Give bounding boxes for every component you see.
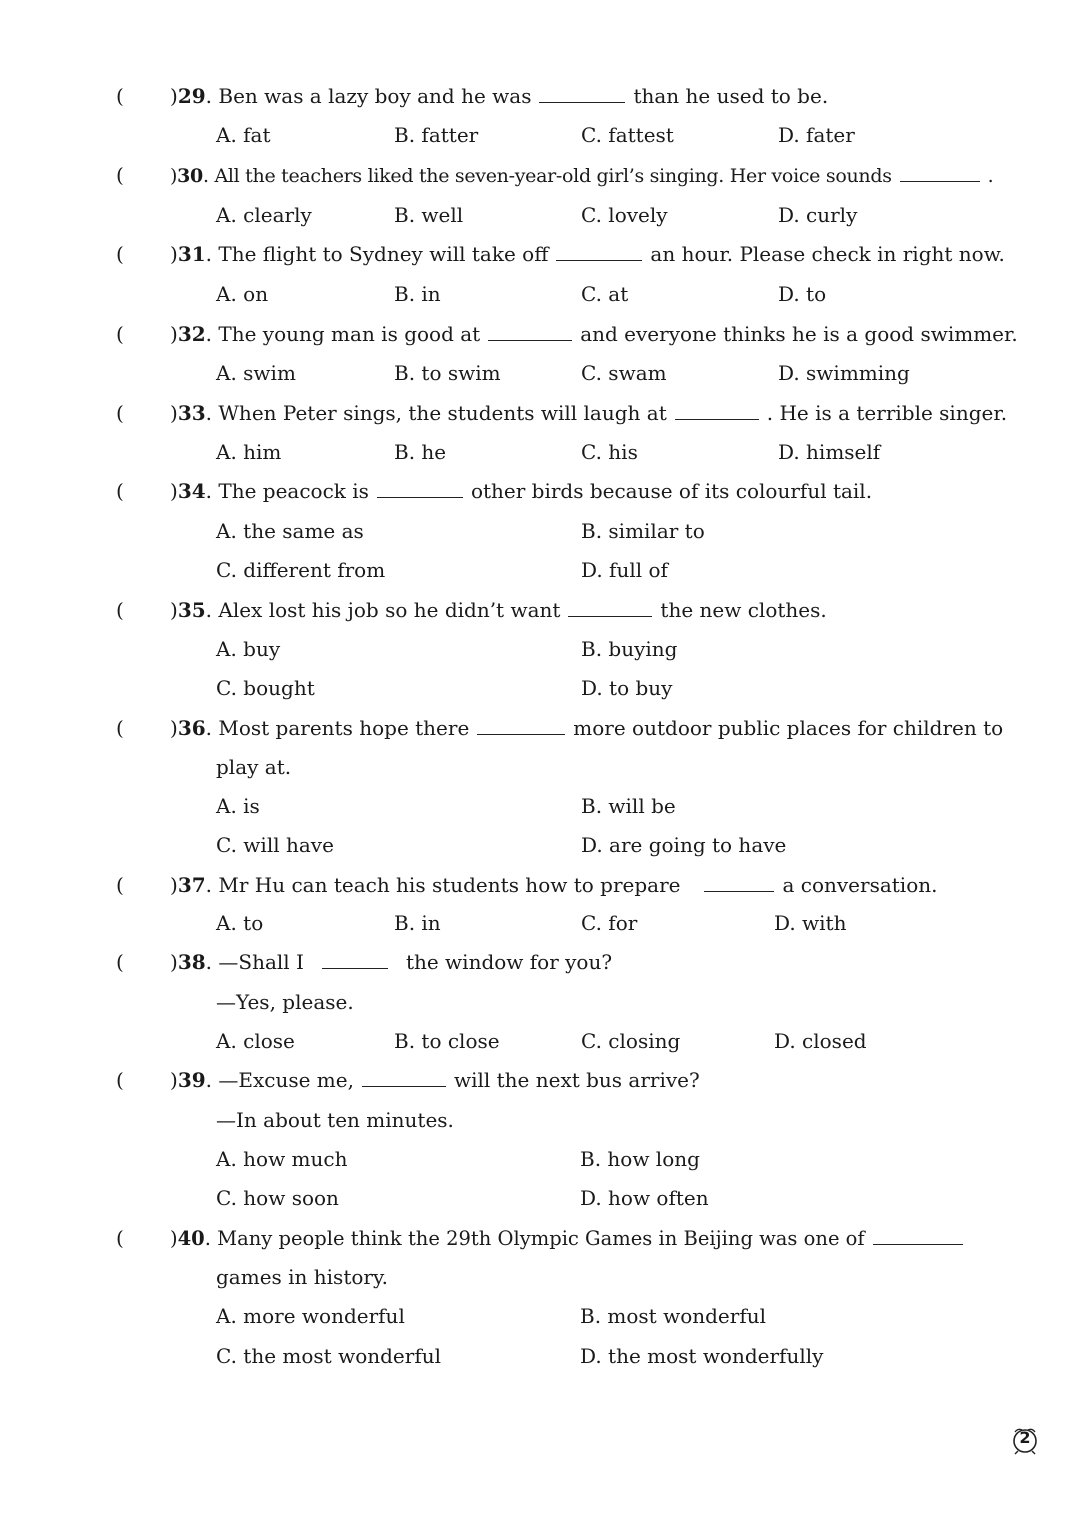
question-stem: )30. All the teachers liked the seven-year-old girl’s singing. Her voice sounds . xyxy=(170,165,994,187)
option-d[interactable]: D. curly xyxy=(778,203,858,227)
option-c[interactable]: C. will have xyxy=(216,833,334,857)
option-b[interactable]: B. most wonderful xyxy=(580,1304,766,1328)
answer-blank[interactable] xyxy=(539,84,625,103)
answer-bracket[interactable]: ( xyxy=(116,598,124,622)
option-c[interactable]: C. bought xyxy=(216,676,315,700)
answer-bracket[interactable]: ( xyxy=(116,84,124,108)
question-stem: )39. —Excuse me, will the next bus arrive? xyxy=(170,1068,700,1092)
answer-bracket[interactable]: ( xyxy=(116,401,124,425)
option-a[interactable]: A. on xyxy=(216,282,269,306)
option-d[interactable]: D. the most wonderfully xyxy=(580,1344,824,1368)
option-c[interactable]: C. different from xyxy=(216,558,386,582)
question-stem: )40. Many people think the 29th Olympic Games in Beijing was one of xyxy=(170,1226,971,1251)
answer-bracket[interactable]: ( xyxy=(116,322,124,346)
option-d[interactable]: D. swimming xyxy=(778,361,910,385)
option-c[interactable]: C. fattest xyxy=(581,123,674,147)
answer-bracket[interactable]: ( xyxy=(116,1226,124,1250)
answer-blank[interactable] xyxy=(377,479,463,498)
question-number: 32 xyxy=(177,322,206,346)
option-b[interactable]: B. buying xyxy=(581,637,678,661)
option-b[interactable]: B. in xyxy=(394,282,441,306)
question-number: 31 xyxy=(177,242,206,266)
option-c[interactable]: C. for xyxy=(581,911,638,935)
answer-bracket[interactable]: ( xyxy=(116,716,124,740)
answer-blank[interactable] xyxy=(568,598,652,617)
question-number: 38 xyxy=(177,950,206,974)
question-number: 40 xyxy=(177,1227,205,1250)
question-number: 30 xyxy=(177,165,203,187)
answer-blank[interactable] xyxy=(900,163,980,182)
question-number: 34 xyxy=(177,479,206,503)
answer-blank[interactable] xyxy=(477,716,565,735)
question-continuation: —In about ten minutes. xyxy=(216,1108,454,1132)
question-stem: )35. Alex lost his job so he didn’t want the new clothes. xyxy=(170,598,827,622)
question-number: 29 xyxy=(177,84,206,108)
option-c[interactable]: C. swam xyxy=(581,361,667,385)
option-d[interactable]: D. closed xyxy=(774,1029,867,1053)
option-b[interactable]: B. to swim xyxy=(394,361,501,385)
question-number: 39 xyxy=(177,1068,206,1092)
answer-blank[interactable] xyxy=(675,401,759,420)
question-number: 35 xyxy=(177,598,206,622)
answer-blank[interactable] xyxy=(873,1226,963,1245)
answer-blank[interactable] xyxy=(556,242,642,261)
answer-bracket[interactable]: ( xyxy=(116,873,124,897)
option-c[interactable]: C. closing xyxy=(581,1029,681,1053)
answer-bracket[interactable]: ( xyxy=(116,163,124,187)
question-stem: )33. When Peter sings, the students will laugh at . He is a terrible singer. xyxy=(170,401,1008,425)
page-number: 2 xyxy=(1019,1428,1031,1447)
option-a[interactable]: A. buy xyxy=(216,637,281,661)
option-b[interactable]: B. similar to xyxy=(581,519,705,543)
question-stem: )32. The young man is good at and everyone thinks he is a good swimmer. xyxy=(170,322,1018,346)
question-number: 33 xyxy=(177,401,206,425)
answer-blank[interactable] xyxy=(322,950,388,969)
option-d[interactable]: D. how often xyxy=(580,1186,709,1210)
option-a[interactable]: A. clearly xyxy=(216,203,312,227)
option-a[interactable]: A. close xyxy=(216,1029,295,1053)
option-b[interactable]: B. he xyxy=(394,440,447,464)
option-b[interactable]: B. in xyxy=(394,911,441,935)
question-stem: )38. —Shall I the window for you? xyxy=(170,950,613,974)
option-b[interactable]: B. well xyxy=(394,203,464,227)
answer-bracket[interactable]: ( xyxy=(116,950,124,974)
option-a[interactable]: A. fat xyxy=(216,123,271,147)
option-d[interactable]: D. with xyxy=(774,911,847,935)
question-stem: )31. The flight to Sydney will take off an hour. Please check in right now. xyxy=(170,242,1005,266)
question-stem: )34. The peacock is other birds because of its colourful tail. xyxy=(170,479,873,503)
option-c[interactable]: C. at xyxy=(581,282,629,306)
question-continuation: games in history. xyxy=(216,1265,388,1289)
option-c[interactable]: C. lovely xyxy=(581,203,668,227)
option-b[interactable]: B. how long xyxy=(580,1147,700,1171)
option-d[interactable]: D. full of xyxy=(581,558,668,582)
option-a[interactable]: A. more wonderful xyxy=(216,1304,405,1328)
answer-blank[interactable] xyxy=(362,1068,446,1087)
option-d[interactable]: D. to xyxy=(778,282,827,306)
question-stem: )36. Most parents hope there more outdoor public places for children to xyxy=(170,716,1004,740)
option-a[interactable]: A. is xyxy=(216,794,260,818)
option-a[interactable]: A. to xyxy=(216,911,264,935)
option-b[interactable]: B. fatter xyxy=(394,123,479,147)
question-stem: )29. Ben was a lazy boy and he was than he used to be. xyxy=(170,84,829,108)
option-a[interactable]: A. him xyxy=(216,440,282,464)
option-d[interactable]: D. fater xyxy=(778,123,855,147)
answer-bracket[interactable]: ( xyxy=(116,479,124,503)
option-c[interactable]: C. the most wonderful xyxy=(216,1344,441,1368)
option-d[interactable]: D. to buy xyxy=(581,676,673,700)
question-continuation: —Yes, please. xyxy=(216,990,354,1014)
option-b[interactable]: B. to close xyxy=(394,1029,500,1053)
answer-bracket[interactable]: ( xyxy=(116,1068,124,1092)
option-d[interactable]: D. are going to have xyxy=(581,833,787,857)
option-a[interactable]: A. the same as xyxy=(216,519,364,543)
option-a[interactable]: A. swim xyxy=(216,361,296,385)
option-c[interactable]: C. his xyxy=(581,440,638,464)
question-stem: )37. Mr Hu can teach his students how to prepare a conversation. xyxy=(170,873,938,897)
option-c[interactable]: C. how soon xyxy=(216,1186,339,1210)
option-a[interactable]: A. how much xyxy=(216,1147,348,1171)
question-number: 36 xyxy=(177,716,206,740)
answer-blank[interactable] xyxy=(704,873,774,892)
question-continuation: play at. xyxy=(216,755,292,779)
answer-blank[interactable] xyxy=(488,322,572,341)
option-b[interactable]: B. will be xyxy=(581,794,676,818)
question-number: 37 xyxy=(177,873,206,897)
page-number-badge xyxy=(1010,1425,1040,1455)
answer-bracket[interactable]: ( xyxy=(116,242,124,266)
option-d[interactable]: D. himself xyxy=(778,440,881,464)
